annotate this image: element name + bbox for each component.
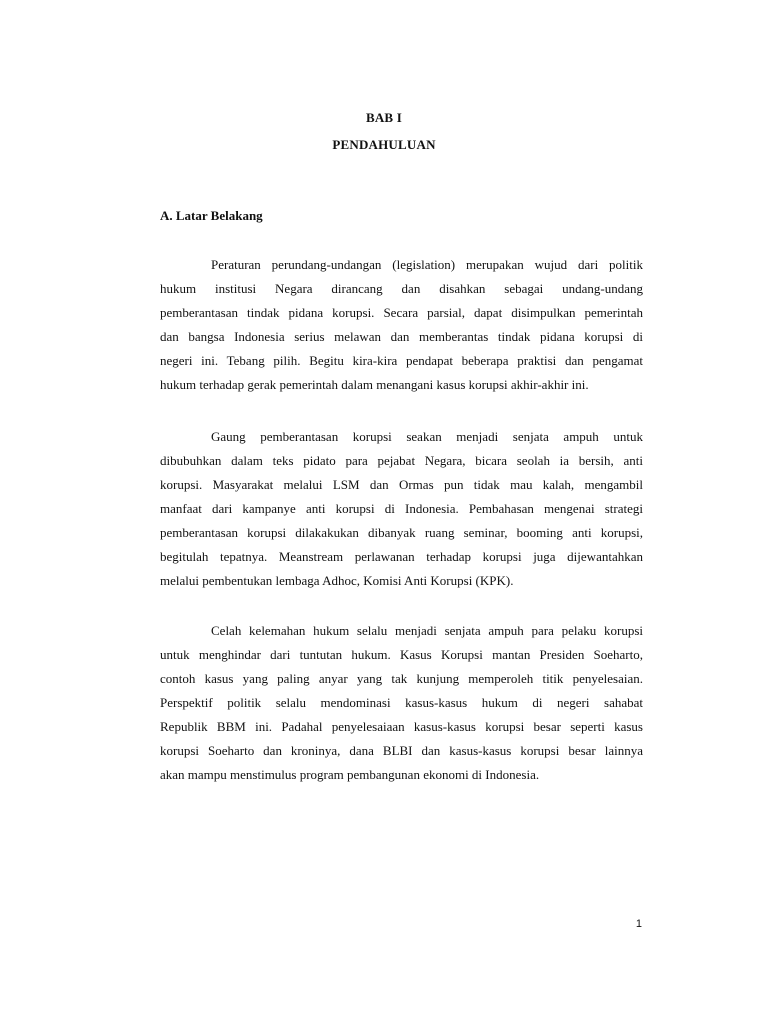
- paragraph-line: pemberantasan korupsi dilakakukan dibanyak ruang seminar, booming anti korupsi,: [160, 525, 643, 540]
- paragraph-2: [160, 425, 643, 593]
- paragraph-line: pemberantasan tindak pidana korupsi. Secara parsial, dapat disimpulkan pemerintah: [160, 305, 643, 320]
- chapter-label: BAB I: [365, 110, 403, 125]
- paragraph-line: Peraturan perundang-undangan (legislation) merupakan wujud dari politik: [211, 257, 643, 272]
- page-number: 1: [635, 918, 642, 930]
- paragraph-line: manfaat dari kampanye anti korupsi di Indonesia. Pembahasan mengenai strategi: [160, 501, 643, 516]
- paragraph-line: dan bangsa Indonesia serius melawan dan memberantas tindak pidana korupsi di: [160, 329, 643, 344]
- section-heading: A. Latar Belakang: [160, 208, 263, 223]
- paragraph-line: akan mampu menstimulus program pembangunan ekonomi di Indonesia.: [160, 767, 540, 782]
- paragraph-line: Republik BBM ini. Padahal penyelesaiaan kasus-kasus korupsi besar seperti kasus: [160, 719, 643, 734]
- paragraph-line: begitulah tepatnya. Meanstream perlawanan terhadap korupsi juga dijewantahkan: [160, 549, 643, 564]
- paragraph-line: korupsi Soeharto dan kroninya, dana BLBI dan kasus-kasus korupsi besar lainnya: [160, 743, 643, 758]
- paragraph-line: Perspektif politik selalu mendominasi kasus-kasus hukum di negeri sahabat: [160, 695, 643, 710]
- paragraph-1: [160, 253, 643, 397]
- paragraph-line: hukum institusi Negara dirancang dan disahkan sebagai undang-undang: [160, 281, 643, 296]
- paragraph-line: dibubuhkan dalam teks pidato para pejabat Negara, bicara seolah ia bersih, anti: [160, 453, 643, 468]
- paragraph-line: untuk menghindar dari tuntutan hukum. Kasus Korupsi mantan Presiden Soeharto,: [160, 647, 643, 662]
- paragraph-line: Gaung pemberantasan korupsi seakan menjadi senjata ampuh untuk: [211, 429, 643, 444]
- paragraph-line: contoh kasus yang paling anyar yang tak kunjung memperoleh titik penyelesaian.: [160, 671, 643, 686]
- paragraph-line: hukum terhadap gerak pemerintah dalam menangani kasus korupsi akhir-akhir ini.: [160, 377, 589, 392]
- paragraph-line: negeri ini. Tebang pilih. Begitu kira-kira pendapat beberapa praktisi dan pengamat: [160, 353, 643, 368]
- paragraph-3: [160, 619, 643, 787]
- paragraph-line: Celah kelemahan hukum selalu menjadi senjata ampuh para pelaku korupsi: [211, 623, 643, 638]
- paragraph-line: melalui pembentukan lembaga Adhoc, Komisi Anti Korupsi (KPK).: [160, 573, 514, 588]
- paragraph-line: korupsi. Masyarakat melalui LSM dan Ormas pun tidak mau kalah, mengambil: [160, 477, 643, 492]
- chapter-title: PENDAHULUAN: [332, 137, 436, 152]
